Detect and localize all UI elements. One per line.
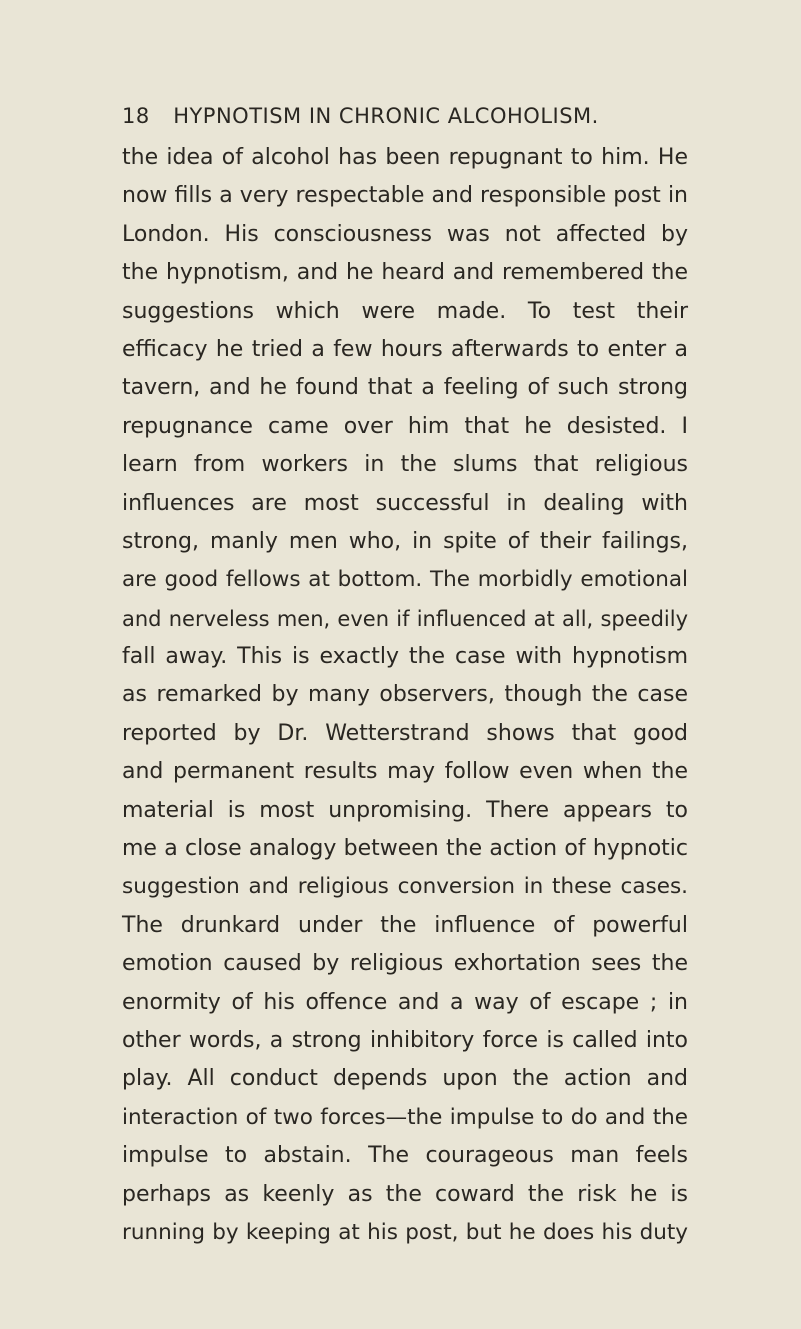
text-line: strong, manly men who, in spite of their failings, xyxy=(122,528,688,554)
text-line: the hypnotism, and he heard and remembered the xyxy=(122,260,688,286)
text-line: repugnance came over him that he desisted. I xyxy=(122,413,688,439)
text-line: tavern, and he found that a feeling of such strong xyxy=(122,375,688,401)
text-line: other words, a strong inhibitory force is called into xyxy=(122,1027,688,1053)
text-line: The drunkard under the influence of powerful xyxy=(122,912,688,938)
text-line: and permanent results may follow even when the xyxy=(122,759,688,785)
text-line: play. All conduct depends upon the action and xyxy=(122,1066,688,1092)
text-line: the idea of alcohol has been repugnant to him. He xyxy=(122,145,688,170)
text-line: enormity of his offence and a way of escape ; in xyxy=(122,989,688,1015)
text-line: London. His consciousness was not affected by xyxy=(122,221,688,247)
text-line: running by keeping at his post, but he does his duty xyxy=(122,1219,688,1245)
body-paragraph xyxy=(122,139,688,1252)
text-line: suggestions which were made. To test their xyxy=(122,298,688,324)
text-line: reported by Dr. Wetterstrand shows that good xyxy=(122,720,688,746)
text-line: learn from workers in the slums that religious xyxy=(122,452,688,478)
text-line: me a close analogy between the action of hypnotic xyxy=(122,836,688,862)
text-line: emotion caused by religious exhortation sees the xyxy=(122,951,688,977)
text-line: interaction of two forces—the impulse to do and the xyxy=(122,1104,688,1130)
text-line: impulse to abstain. The courageous man feels xyxy=(122,1143,688,1169)
text-line: are good fellows at bottom. The morbidly emotional xyxy=(122,567,688,593)
running-head xyxy=(122,104,682,144)
text-line: material is most unpromising. There appears to xyxy=(122,797,688,823)
text-line: efficacy he tried a few hours afterwards to enter a xyxy=(122,336,688,362)
text-line: influences are most successful in dealing with xyxy=(122,490,688,516)
text-line: now fills a very respectable and responsible post in xyxy=(122,183,688,209)
text-line: fall away. This is exactly the case with hypnotism xyxy=(122,644,688,670)
text-line: perhaps as keenly as the coward the risk he is xyxy=(122,1181,688,1207)
text-line: as remarked by many observers, though the case xyxy=(122,682,688,708)
running-title: HYPNOTISM IN CHRONIC ALCOHOLISM. xyxy=(173,104,599,128)
text-line: and nerveless men, even if influenced at all, speedily xyxy=(122,606,688,631)
text-line: suggestion and religious conversion in these cases. xyxy=(122,874,688,900)
page-number: 18 xyxy=(122,104,150,128)
